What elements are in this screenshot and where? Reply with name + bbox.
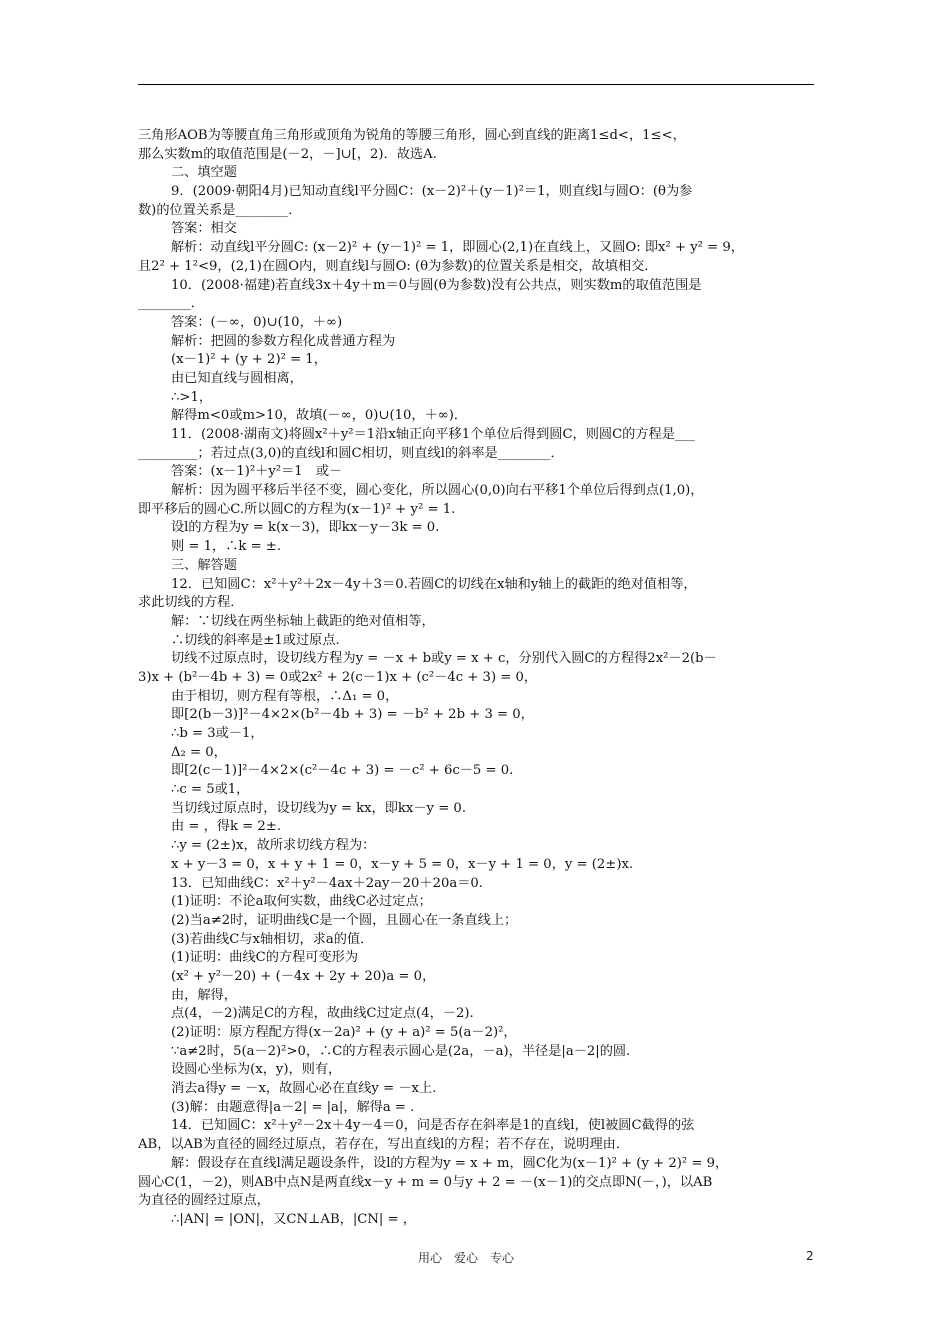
text-line: x + y－3 = 0，x + y + 1 = 0，x－y + 5 = 0，x－y + 1 = 0，y = (2±)x.: [171, 856, 634, 872]
text-line: 由已知直线与圆相离，: [171, 370, 303, 386]
text-line: Δ₂ = 0，: [171, 744, 227, 760]
text-line: (1)证明：曲线C的方程可变形为: [171, 950, 359, 966]
text-line: 解析：因为圆平移后半径不变，圆心变化，所以圆心(0,0)向右平移1个单位后得到点(1,0)，: [171, 483, 704, 499]
text-line: 解析：动直线l平分圆C: (x－2)² + (y－1)² = 1，即圆心(2,1)在直线上，又圆O: 即x² + y² = 9，: [171, 240, 744, 256]
text-line: 即[2(b－3)]²－4×2×(b²－4b + 3) = －b² + 2b + 3 = 0，: [171, 707, 534, 723]
text-line: 10．(2008·福建)若直线3x＋4y＋m＝0与圆(θ为参数)没有公共点，则实数m的取值范围是: [171, 277, 702, 293]
text-line: 3)x + (b²－4b + 3) = 0或2x² + 2(c－1)x + (c²－4c + 3) = 0，: [138, 669, 538, 685]
text-line: ∴c = 5或1，: [171, 782, 250, 798]
text-line: 由，解得，: [171, 987, 237, 1003]
text-line: (3)若曲线C与x轴相切，求a的值．: [171, 931, 374, 947]
text-line: 11．(2008·湖南文)将圆x²＋y²＝1沿x轴正向平移1个单位后得到圆C，则圆C的方程是___: [171, 427, 695, 442]
text-line: 切线不过原点时，设切线方程为y = －x + b或y = x + c，分别代入圆C的方程得2x²－2(b－: [171, 651, 717, 667]
text-line: 13．已知曲线C：x²＋y²－4ax＋2ay－20＋20a＝0.: [171, 875, 483, 891]
text-line: 解：∵切线在两坐标轴上截距的绝对值相等，: [171, 613, 435, 629]
text-line: 14．已知圆C：x²＋y²－2x＋4y－4＝0，问是否存在斜率是1的直线l，使l被圆C截得的弦: [171, 1118, 695, 1134]
footer-slogan: 用心 爱心 专心: [418, 1251, 515, 1265]
text-line: 9．(2009·朝阳4月)已知动直线l平分圆C：(x－2)²＋(y－1)²＝1，则直线l与圆O：(θ为参: [171, 184, 693, 200]
text-line: (x－1)² + (y + 2)² = 1，: [171, 352, 327, 368]
text-line: ∴y = (2±)x，故所求切线方程为：: [171, 838, 376, 854]
text-line: (x² + y²－20) + (－4x + 2y + 20)a = 0，: [171, 968, 436, 984]
document-body: [138, 127, 814, 1230]
text-line: (2)证明：原方程配方得(x－2a)² + (y + a)² = 5(a－2)²，: [171, 1025, 517, 1040]
text-line: ________．: [138, 296, 204, 312]
text-line: ∴>1，: [171, 389, 213, 405]
text-line: 由 = ，得k = 2±.: [171, 819, 282, 835]
header-rule: [138, 84, 814, 85]
text-line: (2)当a≠2时，证明曲线C是一个圆，且圆心在一条直线上；: [171, 912, 518, 928]
text-line: 为直径的圆经过原点，: [138, 1193, 270, 1209]
text-line: 三角形AOB为等腰直角三角形或顶角为锐角的等腰三角形，圆心到直线的距离1≤d<，1≤<，: [138, 128, 686, 143]
text-line: 解得m<0或m>10，故填(－∞，0)∪(10，＋∞)．: [171, 408, 468, 424]
text-line: AB，以AB为直径的圆经过原点，若存在，写出直线l的方程；若不存在，说明理由．: [138, 1137, 630, 1153]
text-line: ∴切线的斜率是±1或过原点.: [171, 632, 340, 648]
text-line: 点(4，－2)满足C的方程，故曲线C过定点(4，－2).: [171, 1006, 474, 1022]
text-line: 设圆心坐标为(x，y)，则有，: [171, 1062, 342, 1078]
text-line: 当切线过原点时，设切线为y = kx，即kx－y = 0.: [171, 800, 467, 816]
text-line: 答案：(－∞，0)∪(10，＋∞): [171, 314, 343, 330]
page-number: 2: [806, 1249, 814, 1263]
text-line: 设l的方程为y = k(x－3)，即kx－y－3k = 0.: [171, 520, 440, 536]
text-line: 求此切线的方程．: [138, 595, 244, 611]
text-line: 12．已知圆C：x²＋y²＋2x－4y＋3＝0.若圆C的切线在x轴和y轴上的截距的绝对值相等，: [171, 576, 697, 592]
text-line: 即[2(c－1)]²－4×2×(c²－4c + 3) = －c² + 6c－5 = 0.: [171, 763, 514, 779]
text-line: 解：假设存在直线l满足题设条件，设l的方程为y = x + m，圆C化为(x－1)² + (y + 2)² = 9，: [171, 1155, 729, 1171]
text-line: ∴b = 3或－1，: [171, 726, 264, 741]
text-line: 答案：相交: [171, 221, 237, 237]
text-line: ∴|AN| = |ON|，又CN⊥AB，|CN| = ，: [171, 1211, 416, 1227]
text-line: 则 = 1，∴k = ±.: [171, 539, 282, 555]
text-line: (3)解：由题意得|a－2| = |a|，解得a = .: [171, 1099, 415, 1115]
text-line: 圆心C(1，－2)，则AB中点N是两直线x－y + m = 0与y + 2 = －(x－1)的交点即N(－，)，以AB: [138, 1174, 713, 1190]
text-line: 解析：把圆的参数方程化成普通方程为: [171, 333, 396, 349]
text-line: 由于相切，则方程有等根，∴Δ₁ = 0，: [171, 688, 399, 704]
text-line: 答案：(x－1)²＋y²＝1 或－: [171, 464, 343, 480]
text-line: 即平移后的圆心C.所以圆C的方程为(x－1)² + y² = 1.: [138, 501, 456, 517]
text-line: (1)证明：不论a取何实数，曲线C必过定点；: [171, 894, 432, 910]
text-line: _________；若过点(3,0)的直线l和圆C相切，则直线l的斜率是________．: [138, 445, 564, 461]
text-line: ∵a≠2时，5(a－2)²>0，∴C的方程表示圆心是(2a，－a)，半径是|a－2|的圆.: [171, 1043, 631, 1059]
text-line: 二、填空题: [171, 165, 237, 181]
text-line: 那么实数m的取值范围是(－2，－]∪[，2)．故选A.: [138, 146, 437, 162]
text-line: 三、解答题: [171, 557, 237, 573]
text-line: 且2² + 1²<9，(2,1)在圆O内，则直线l与圆O: (θ为参数)的位置关系是相交，故填相交．: [138, 258, 658, 274]
text-line: 数)的位置关系是________．: [138, 202, 302, 218]
text-line: 消去a得y = －x，故圆心必在直线y = －x上.: [171, 1081, 437, 1097]
